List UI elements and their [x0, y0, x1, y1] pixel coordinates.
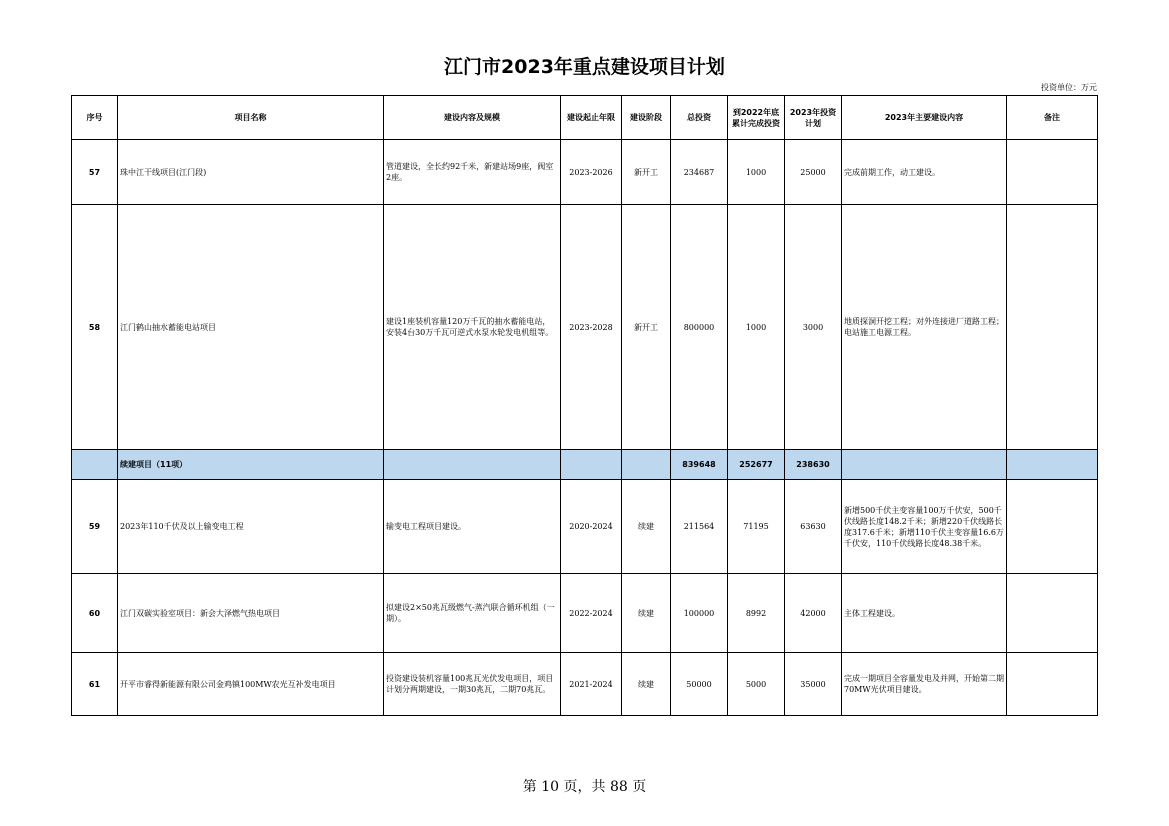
subtotal-remark [1007, 450, 1098, 480]
row-remark [1007, 653, 1098, 716]
row-remark [1007, 574, 1098, 653]
subtotal-row [72, 450, 1098, 480]
subtotal-period [561, 450, 622, 480]
header-remark: 备注 [1007, 96, 1098, 140]
row-main2023: 主体工程建设。 [842, 574, 1007, 653]
row-plan2023: 3000 [785, 205, 842, 450]
row-cumulative: 71195 [728, 480, 785, 574]
project-table [71, 95, 1098, 716]
row-content: 建设1座装机容量120万千瓦的抽水蓄能电站，安装4台30万千瓦可逆式水泵水轮发电机组等。 [384, 205, 561, 450]
unit-label: 投资单位：万元 [1041, 83, 1097, 92]
row-name: 珠中江干线项目(江门段) [118, 140, 384, 205]
row-stage: 续建 [622, 480, 671, 574]
row-stage: 新开工 [622, 205, 671, 450]
row-period: 2021-2024 [561, 653, 622, 716]
subtotal-total: 839648 [671, 450, 728, 480]
row-total: 100000 [671, 574, 728, 653]
header-cumulative: 到2022年底累计完成投资 [728, 96, 785, 140]
table-row [72, 205, 1098, 450]
subtotal-main2023 [842, 450, 1007, 480]
row-plan2023: 35000 [785, 653, 842, 716]
subtotal-name: 续建项目（11项） [118, 450, 384, 480]
row-stage: 续建 [622, 653, 671, 716]
row-seq: 57 [72, 140, 118, 205]
row-main2023: 完成前期工作，动工建设。 [842, 140, 1007, 205]
table-row [72, 480, 1098, 574]
row-content: 投资建设装机容量100兆瓦光伏发电项目，项目计划分两期建设，一期30兆瓦，二期70兆瓦。 [384, 653, 561, 716]
row-total: 234687 [671, 140, 728, 205]
row-cumulative: 5000 [728, 653, 785, 716]
subtotal-content [384, 450, 561, 480]
row-main2023: 完成一期项目全容量发电及并网，开始第二期70MW光伏项目建设。 [842, 653, 1007, 716]
row-seq: 58 [72, 205, 118, 450]
header-seq: 序号 [72, 96, 118, 140]
row-period: 2023-2026 [561, 140, 622, 205]
subtotal-stage [622, 450, 671, 480]
header-total: 总投资 [671, 96, 728, 140]
table-row [72, 653, 1098, 716]
row-remark [1007, 205, 1098, 450]
row-name: 2023年110千伏及以上输变电工程 [118, 480, 384, 574]
row-plan2023: 42000 [785, 574, 842, 653]
header-stage: 建设阶段 [622, 96, 671, 140]
row-stage: 续建 [622, 574, 671, 653]
table-row [72, 574, 1098, 653]
table-header-row [72, 96, 1098, 140]
row-total: 211564 [671, 480, 728, 574]
row-name: 江门双碳实验室项目：新会大泽燃气热电项目 [118, 574, 384, 653]
row-cumulative: 1000 [728, 205, 785, 450]
row-remark [1007, 480, 1098, 574]
row-cumulative: 8992 [728, 574, 785, 653]
header-name: 项目名称 [118, 96, 384, 140]
row-period: 2022-2024 [561, 574, 622, 653]
row-total: 800000 [671, 205, 728, 450]
header-content: 建设内容及规模 [384, 96, 561, 140]
row-seq: 61 [72, 653, 118, 716]
row-plan2023: 25000 [785, 140, 842, 205]
row-seq: 60 [72, 574, 118, 653]
row-period: 2020-2024 [561, 480, 622, 574]
header-period: 建设起止年限 [561, 96, 622, 140]
row-total: 50000 [671, 653, 728, 716]
row-remark [1007, 140, 1098, 205]
row-plan2023: 63630 [785, 480, 842, 574]
row-period: 2023-2028 [561, 205, 622, 450]
row-cumulative: 1000 [728, 140, 785, 205]
subtotal-seq [72, 450, 118, 480]
page-footer: 第 10 页，共 88 页 [522, 779, 647, 795]
subtotal-plan2023: 238630 [785, 450, 842, 480]
page-title: 江门市2023年重点建设项目计划 [444, 56, 725, 78]
row-main2023: 新增500千伏主变容量100万千伏安，500千伏线路长度148.2千米；新增220千伏线路长度317.6千米；新增110千伏主变容量16.6万千伏安，110千伏线路长度48.38千米。 [842, 480, 1007, 574]
row-content: 管道建设，全长约92千米，新建站场9座，阀室2座。 [384, 140, 561, 205]
row-content: 拟建设2×50兆瓦级燃气-蒸汽联合循环机组（一期）。 [384, 574, 561, 653]
table-row [72, 140, 1098, 205]
row-content: 输变电工程项目建设。 [384, 480, 561, 574]
row-name: 江门鹤山抽水蓄能电站项目 [118, 205, 384, 450]
row-name: 开平市睿得新能源有限公司金鸡镇100MW农光互补发电项目 [118, 653, 384, 716]
header-plan2023: 2023年投资计划 [785, 96, 842, 140]
subtotal-cumulative: 252677 [728, 450, 785, 480]
row-stage: 新开工 [622, 140, 671, 205]
row-main2023: 地质探洞开挖工程；对外连接进厂道路工程；电站施工电源工程。 [842, 205, 1007, 450]
row-seq: 59 [72, 480, 118, 574]
header-main2023: 2023年主要建设内容 [842, 96, 1007, 140]
